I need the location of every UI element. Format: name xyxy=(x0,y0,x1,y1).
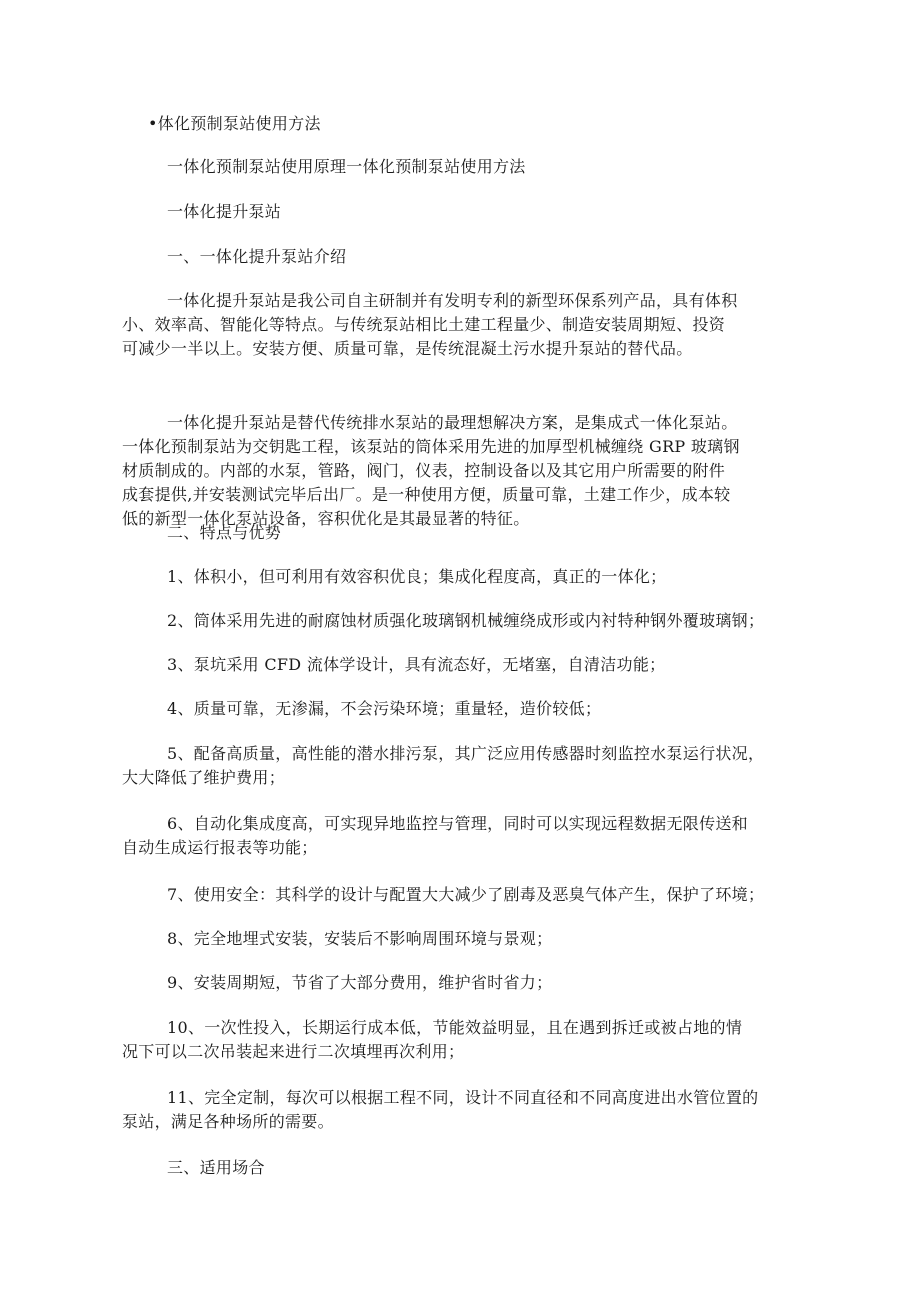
list-item-3: 3、泵坑采用 CFD 流体学设计，具有流态好，无堵塞，自清洁功能； xyxy=(167,655,666,674)
paragraph-line: 一体化提升泵站是替代传统排水泵站的最理想解决方案，是集成式一体化泵站。 xyxy=(167,413,738,432)
list-item-5 xyxy=(122,742,764,790)
paragraph-intro xyxy=(122,289,738,361)
list-item-9: 9、安装周期短，节省了大部分费用，维护省时省力； xyxy=(167,973,553,992)
list-item-4: 4、质量可靠，无渗漏，不会污染环境；重量轻，造价较低； xyxy=(167,699,602,718)
paragraph-line: 一体化预制泵站为交钥匙工程，该泵站的筒体采用先进的加厚型机械缠绕 GRP 玻璃钢 xyxy=(122,437,740,456)
heading-pump-station: 一体化提升泵站 xyxy=(167,202,282,221)
document-title: •体化预制泵站使用方法 xyxy=(148,114,321,133)
list-item-line: 6、自动化集成度高，可实现异地监控与管理，同时可以实现远程数据无限传送和 xyxy=(167,814,748,833)
list-item-10 xyxy=(122,1016,742,1064)
list-item-line: 大大降低了维护费用； xyxy=(122,768,286,787)
list-item-line: 况下可以二次吊装起来进行二次填埋再次利用； xyxy=(122,1042,465,1061)
section2-heading: 二、特点与优势 xyxy=(167,523,282,542)
section3-heading: 三、适用场合 xyxy=(167,1158,265,1177)
paragraph-line: 材质制成的。内部的水泵，管路，阀门，仪表，控制设备以及其它用户所需要的附件 xyxy=(122,461,726,480)
paragraph-line: 小、效率高、智能化等特点。与传统泵站相比土建工程量少、制造安装周期短、投资 xyxy=(122,315,726,334)
paragraph-line: 成套提供,并安装测试完毕后出厂。是一种使用方便，质量可靠，土建工作少，成本较 xyxy=(122,485,731,504)
list-item-11 xyxy=(122,1086,758,1134)
document-subtitle: 一体化预制泵站使用原理一体化预制泵站使用方法 xyxy=(167,157,526,176)
paragraph-line: 低的新型一体化泵站设备，容积优化是其最显著的特征。 xyxy=(122,509,530,528)
paragraph-line: 可减少一半以上。安装方便、质量可靠，是传统混凝土污水提升泵站的替代品。 xyxy=(122,339,693,358)
list-item-line: 5、配备高质量，高性能的潜水排污泵，其广泛应用传感器时刻监控水泵运行状况， xyxy=(167,744,765,763)
paragraph-line: 一体化提升泵站是我公司自主研制并有发明专利的新型环保系列产品，具有体积 xyxy=(167,291,738,310)
list-item-7: 7、使用安全：其科学的设计与配置大大减少了剧毒及恶臭气体产生，保护了环境； xyxy=(167,885,765,904)
list-item-8: 8、完全地埋式安装，安装后不影响周围环境与景观； xyxy=(167,929,553,948)
list-item-line: 自动生成运行报表等功能； xyxy=(122,838,318,857)
section1-heading: 一、一体化提升泵站介绍 xyxy=(167,247,347,266)
list-item-1: 1、体积小，但可利用有效容积优良；集成化程度高，真正的一体化； xyxy=(167,567,667,586)
list-item-line: 11、完全定制，每次可以根据工程不同，设计不同直径和不同高度进出水管位置的 xyxy=(167,1088,759,1107)
list-item-line: 泵站，满足各种场所的需要。 xyxy=(122,1112,334,1131)
list-item-line: 10、一次性投入，长期运行成本低，节能效益明显，且在遇到拆迁或被占地的情 xyxy=(167,1018,743,1037)
paragraph-solution xyxy=(122,411,740,531)
list-item-2: 2、筒体采用先进的耐腐蚀材质强化玻璃钢机械缠绕成形或内衬特种钢外覆玻璃钢； xyxy=(167,611,765,630)
list-item-6 xyxy=(122,812,748,860)
